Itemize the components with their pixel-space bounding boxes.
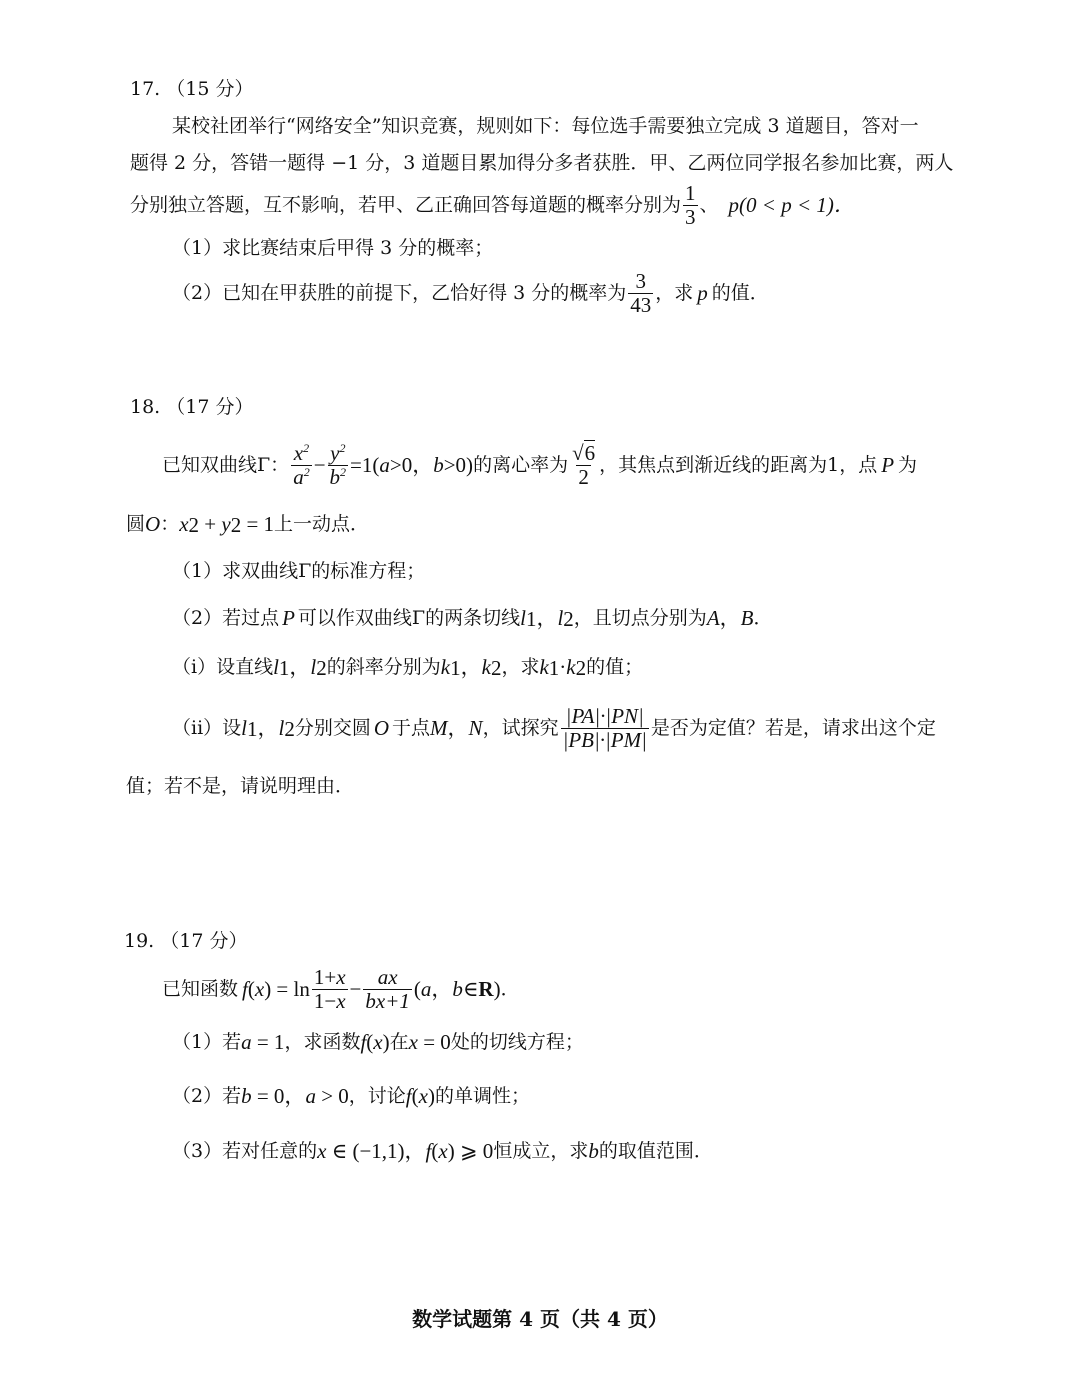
fraction-x2-a2: $\frac{x^2}{a^2}$ [293, 441, 310, 490]
q18-header: 18. （17 分） [130, 396, 254, 418]
page-footer: 数学试题第 4 页（共 4 页） [412, 1307, 668, 1331]
fraction-one-third: $\frac{1}{3}$ [685, 181, 696, 230]
q18-part1: （1）求双曲线Γ的标准方程； [172, 560, 426, 582]
q18-sub2: （ii）设 l 1 ， l 2 分别交圆 O 于点 M ， N ，试探究 $\frac{|PA|\cdot|PN|}{|PB|\cdot|PM|}$ 是否为定值？若是，请求出这个定 [172, 704, 936, 753]
q17-intro-line2: 题得 2 分，答错一题得 −1 分，3 道题目累加得分多者获胜．甲、乙两位同学报名参加比赛，两人 [130, 152, 954, 174]
q17-header: 17. （15 分） [130, 78, 254, 100]
q18-line2: 圆 O ： x 2 + y 2 = 1 上一动点． [126, 512, 370, 537]
q18-sub1: （i）设直线 l 1 ， l 2 的斜率分别为 k 1 ， k 2 ，求 k 1 · k 2 的值； [172, 655, 644, 680]
q17-intro-line1: 某校社团举行“网络安全”知识竞赛，规则如下：每位选手需要独立完成 3 道题目，答对一 [172, 115, 919, 137]
q19-part1: （1）若 a = 1 ，求函数 f ( x ) 在 x = 0 处的切线方程； [172, 1030, 584, 1054]
q18-part2: （2）若过点 P 可以作双曲线Γ的两条切线 l 1 ， l 2 ，且切点分别为 A ， B ． [172, 606, 773, 631]
q18-line1: 已知双曲线Γ： $\frac{x^2}{a^2}$ − $\frac{y^2}{b^2}$ =1( a >0， b >0) 的离心率为 $\frac{√6}{2}$ ，其焦点到渐近线的距离为1，点 P 为 [162, 441, 918, 490]
q19-part3: （3）若对任意的 x ∈ (−1,1)， f ( x ) ⩾ 0 恒成立，求 b 的取值范围． [172, 1139, 713, 1163]
fraction-sqrt6-over-2: $\frac{√6}{2}$ [572, 441, 596, 490]
q17-part1: （1）求比赛结束后甲得 3 分的概率； [172, 237, 494, 259]
q18-sub2-line2: 值；若不是，请说明理由． [126, 775, 355, 797]
fraction-1px-1mx: $\frac{1+x}{1-x}$ [313, 965, 346, 1014]
q19-part2: （2）若 b = 0， a > 0 ，讨论 f ( x ) 的单调性； [172, 1084, 530, 1108]
q19-line1: 已知函数 f ( x ) = ln $\frac{1+x}{1-x}$ − $\frac{ax}{bx+1}$ ( a ， b ∈ R ) ． [162, 965, 520, 1014]
fraction-y2-b2: $\frac{y^2}{b^2}$ [329, 441, 347, 490]
fraction-ratio-pa-pn: $\frac{|PA|\cdot|PN|}{|PB|\cdot|PM|}$ [562, 704, 647, 753]
q19-header: 19. （17 分） [124, 930, 248, 952]
q17-part2: （2）已知在甲获胜的前提下，乙恰好得 3 分的概率为 $\frac{3}{43}$ ，求 p 的值． [172, 269, 769, 318]
fraction-three-over-43: $\frac{3}{43}$ [630, 269, 652, 318]
q17-intro-line3: 分别独立答题，互不影响，若甲、乙正确回答每道题的概率分别为 $\frac{1}{3}$ 、 p(0 < p < 1)． [130, 181, 855, 230]
fraction-ax-bx1: $\frac{ax}{bx+1}$ [365, 965, 410, 1014]
